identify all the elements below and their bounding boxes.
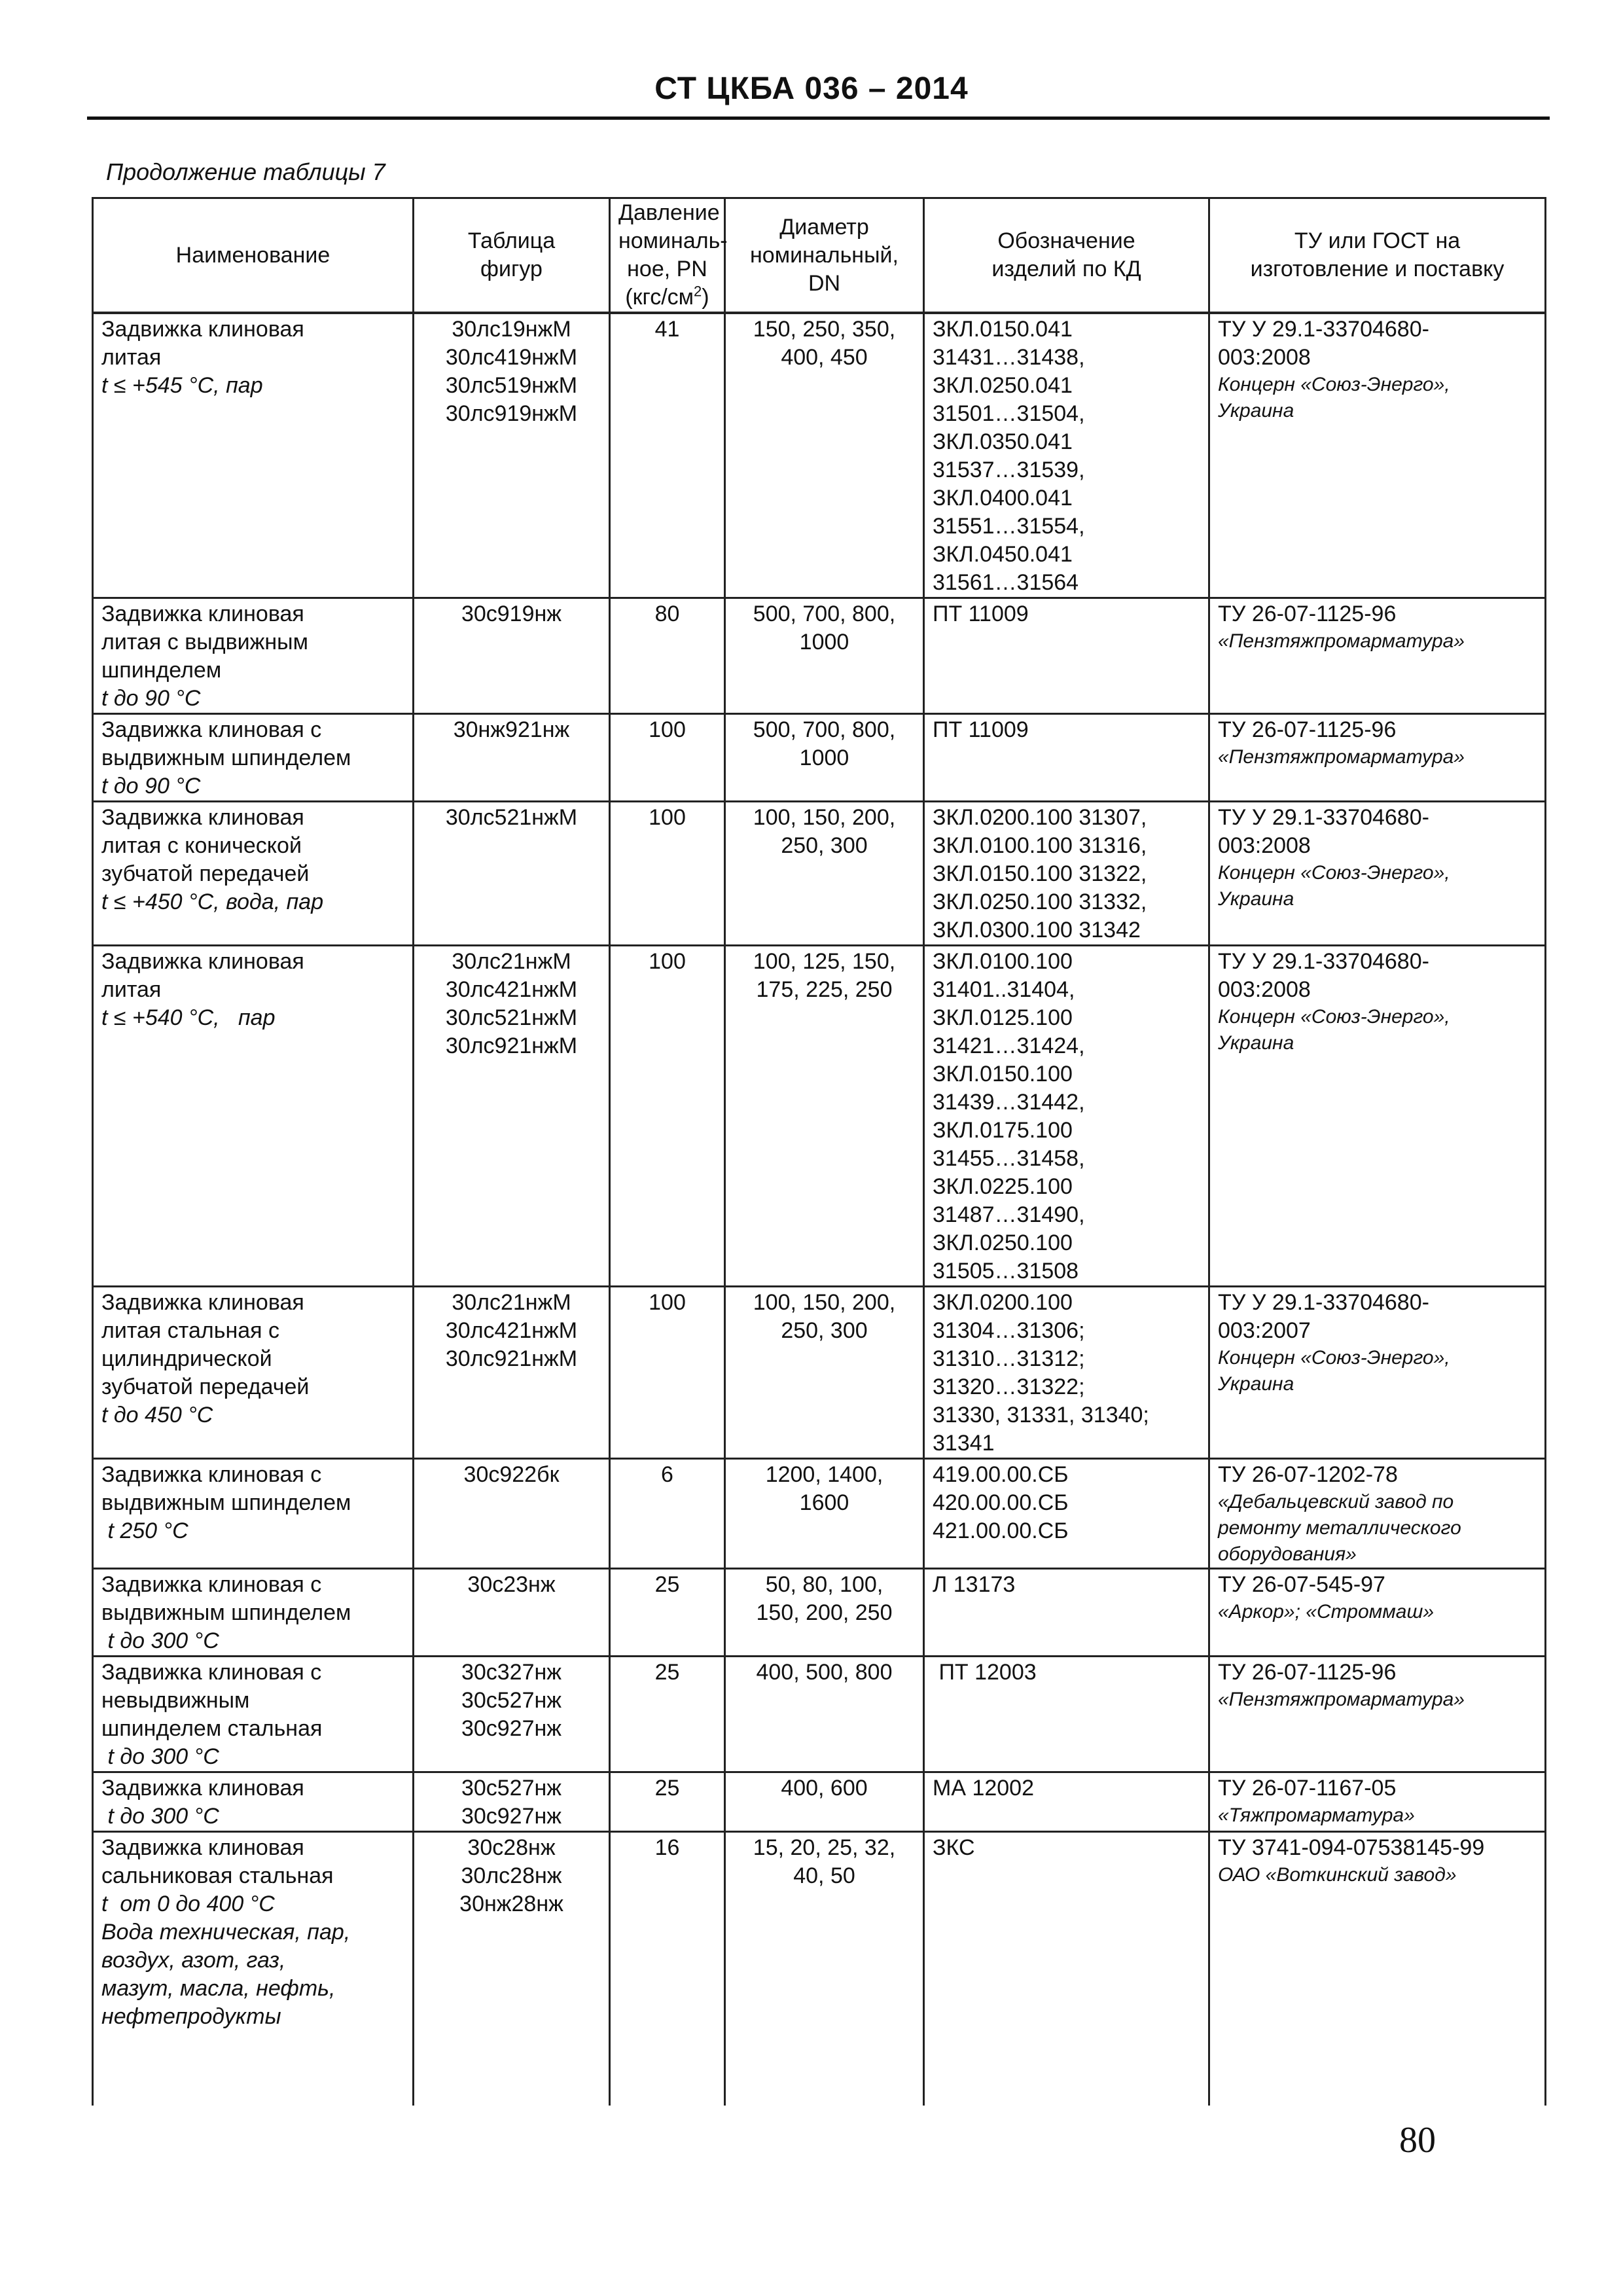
cell-figures [414, 1832, 610, 2106]
figure-code: 30лс921нжМ [445, 1346, 578, 1371]
pressure-value: 25 [654, 1660, 680, 1685]
table-header-row [93, 198, 1546, 314]
diameter-line: 500, 700, 800, [753, 601, 896, 626]
figure-code: 30лс521нжМ [445, 1005, 578, 1030]
standard-line: ТУ 26-07-1167-05 [1218, 1776, 1397, 1801]
column-header-line: номинальный, [750, 242, 899, 268]
cell-name [93, 1832, 414, 2106]
cell-diameter [725, 714, 924, 802]
cell-diameter [725, 802, 924, 946]
cell-standard [1209, 802, 1546, 946]
page-number: 80 [1399, 2120, 1436, 2161]
manufacturer-line: «Пензтяжпромарматура» [1218, 630, 1465, 652]
cell-name [93, 313, 414, 598]
designation-line: ЗКЛ.0350.041 [933, 429, 1073, 454]
designation-line: ЗКЛ.0150.100 31322, [933, 861, 1147, 886]
cell-pressure [610, 1657, 725, 1772]
figure-code: 30лс421нжМ [445, 977, 578, 1002]
pressure-value: 25 [654, 1572, 680, 1597]
cell-figures [414, 714, 610, 802]
designation-line: ЗКЛ.0250.100 [933, 1230, 1073, 1255]
cell-name [93, 1772, 414, 1832]
valve-name-line: зубчатой передачей [101, 861, 310, 886]
cell-standard [1209, 1832, 1546, 2106]
standard-line: ТУ 26-07-1125-96 [1218, 1660, 1397, 1685]
table-row [93, 714, 1546, 802]
diameter-line: 150, 200, 250 [756, 1600, 893, 1625]
figure-code: 30лс21нжМ [452, 1290, 571, 1315]
spec-table [92, 197, 1546, 2106]
valve-name-line: выдвижным шпинделем [101, 1490, 351, 1515]
manufacturer-line: Украина [1218, 400, 1294, 422]
designation-line: ЗКЛ.0450.041 [933, 542, 1073, 567]
cell-pressure [610, 1459, 725, 1569]
designation-line: 421.00.00.СБ [933, 1518, 1069, 1543]
column-header-line: Давление [618, 200, 720, 225]
designation-line: 31551…31554, [933, 514, 1085, 539]
diameter-line: 1000 [799, 630, 849, 655]
cell-designation [924, 1569, 1209, 1657]
spec-table-container [92, 197, 1544, 2106]
designation-line: ЗКЛ.0400.041 [933, 486, 1073, 511]
diameter-line: 100, 125, 150, [753, 949, 896, 974]
designation-line: ЗКЛ.0200.100 31307, [933, 805, 1147, 830]
figure-code: 30лс19нжМ [452, 317, 571, 342]
cell-designation [924, 1832, 1209, 2106]
cell-figures [414, 946, 610, 1287]
figure-code: 30лс521нжМ [445, 805, 578, 830]
cell-pressure [610, 1569, 725, 1657]
manufacturer-line: Украина [1218, 888, 1294, 910]
valve-name-line: литая с выдвижным [101, 630, 308, 655]
valve-conditions-line: t от 0 до 400 °C [101, 1892, 275, 1916]
designation-line: 31421…31424, [933, 1033, 1085, 1058]
diameter-line: 250, 300 [781, 833, 868, 858]
pressure-unit-text: (кгс/см [625, 285, 694, 310]
cell-diameter [725, 946, 924, 1287]
standard-line: 003:2008 [1218, 833, 1311, 858]
figure-code: 30нж28нж [459, 1892, 563, 1916]
cell-pressure [610, 598, 725, 714]
valve-name-line: Задвижка клиновая [101, 601, 304, 626]
table-body [93, 313, 1546, 2106]
manufacturer-line: «Аркор»; «Строммаш» [1218, 1601, 1435, 1623]
manufacturer-line: «Пензтяжпромарматура» [1218, 1689, 1465, 1710]
figure-code: 30с527нж [461, 1776, 562, 1801]
cell-figures [414, 1287, 610, 1459]
column-header-figures [414, 198, 610, 314]
cell-figures [414, 1657, 610, 1772]
figure-code: 30нж921нж [453, 717, 570, 742]
valve-name-line: литая стальная с [101, 1318, 279, 1343]
valve-name-line: Задвижка клиновая [101, 317, 304, 342]
figure-code: 30с28нж [467, 1835, 556, 1860]
valve-conditions-line: t до 300 °C [101, 1744, 219, 1769]
designation-line: ПТ 11009 [933, 601, 1029, 626]
diameter-line: 1200, 1400, [765, 1462, 883, 1487]
table-row [93, 1287, 1546, 1459]
cell-standard [1209, 1569, 1546, 1657]
cell-pressure [610, 1832, 725, 2106]
figure-code: 30с927нж [461, 1804, 562, 1829]
valve-conditions-line: t до 300 °C [101, 1628, 219, 1653]
cell-figures [414, 1772, 610, 1832]
cell-standard [1209, 1459, 1546, 1569]
manufacturer-line: оборудования» [1218, 1543, 1357, 1565]
designation-line: 419.00.00.СБ [933, 1462, 1069, 1487]
valve-conditions-line: t до 450 °C [101, 1403, 213, 1427]
designation-line: ЗКЛ.0300.100 31342 [933, 918, 1141, 942]
figure-code: 30с527нж [461, 1688, 562, 1713]
valve-name-line: шпинделем [101, 658, 222, 683]
cell-standard [1209, 313, 1546, 598]
figure-code: 30лс21нжМ [452, 949, 571, 974]
column-header-line: номиналь- [618, 228, 728, 253]
cell-designation [924, 802, 1209, 946]
designation-line: 31455…31458, [933, 1146, 1085, 1171]
pressure-value: 100 [649, 805, 686, 830]
designation-line: 31341 [933, 1431, 995, 1456]
designation-line: ЗКЛ.0175.100 [933, 1118, 1073, 1143]
cell-pressure [610, 313, 725, 598]
diameter-line: 400, 600 [781, 1776, 868, 1801]
designation-line: МА 12002 [933, 1776, 1034, 1801]
cell-designation [924, 714, 1209, 802]
cell-diameter [725, 1772, 924, 1832]
valve-conditions-line: t ≤ +450 °C, вода, пар [101, 889, 324, 914]
column-header-line: Диаметр [779, 214, 869, 240]
valve-name-line: сальниковая стальная [101, 1863, 334, 1888]
cell-figures [414, 598, 610, 714]
cell-diameter [725, 1287, 924, 1459]
cell-figures [414, 802, 610, 946]
designation-line: 31401..31404, [933, 977, 1075, 1002]
valve-conditions-line: воздух, азот, газ, [101, 1948, 286, 1973]
column-header-diameter [725, 198, 924, 314]
table-row [93, 946, 1546, 1287]
diameter-line: 40, 50 [793, 1863, 855, 1888]
cell-standard [1209, 1657, 1546, 1772]
valve-name-line: Задвижка клиновая с [101, 1660, 322, 1685]
valve-conditions-line: t до 90 °C [101, 686, 201, 711]
valve-conditions-line: нефтепродукты [101, 2004, 281, 2029]
valve-conditions-line: t ≤ +540 °C, пар [101, 1005, 276, 1030]
valve-conditions-line: t 250 °C [101, 1518, 188, 1543]
cell-pressure [610, 946, 725, 1287]
valve-name-line: зубчатой передачей [101, 1374, 310, 1399]
diameter-line: 50, 80, 100, [765, 1572, 883, 1597]
standard-line: 003:2008 [1218, 977, 1311, 1002]
cell-figures [414, 1569, 610, 1657]
cell-diameter [725, 1832, 924, 2106]
cell-pressure [610, 802, 725, 946]
cell-standard [1209, 598, 1546, 714]
designation-line: 31537…31539, [933, 457, 1085, 482]
designation-line: ЗКЛ.0100.100 31316, [933, 833, 1147, 858]
manufacturer-line: «Пензтяжпромарматура» [1218, 746, 1465, 768]
manufacturer-line: Концерн «Союз-Энерго», [1218, 1006, 1450, 1028]
designation-line: 31487…31490, [933, 1202, 1085, 1227]
standard-line: ТУ У 29.1-33704680- [1218, 949, 1429, 974]
designation-line: ЗКЛ.0125.100 [933, 1005, 1073, 1030]
pressure-value: 80 [654, 601, 680, 626]
cell-designation [924, 313, 1209, 598]
figure-code: 30с23нж [467, 1572, 556, 1597]
diameter-line: 150, 250, 350, [753, 317, 896, 342]
standard-line: ТУ 26-07-545-97 [1218, 1572, 1385, 1597]
diameter-line: 175, 225, 250 [756, 977, 893, 1002]
cell-standard [1209, 946, 1546, 1287]
manufacturer-line: Концерн «Союз-Энерго», [1218, 862, 1450, 884]
designation-line: ЗКЛ.0100.100 [933, 949, 1073, 974]
cell-diameter [725, 1657, 924, 1772]
standard-line: ТУ У 29.1-33704680- [1218, 1290, 1429, 1315]
pressure-unit [618, 283, 716, 312]
cell-name [93, 1569, 414, 1657]
pressure-value: 25 [654, 1776, 680, 1801]
cell-figures [414, 313, 610, 598]
figure-code: 30с922бк [463, 1462, 560, 1487]
table-row [93, 1459, 1546, 1569]
pressure-value: 16 [654, 1835, 680, 1860]
cell-designation [924, 1459, 1209, 1569]
diameter-line: 250, 300 [781, 1318, 868, 1343]
valve-conditions-line: t до 90 °C [101, 774, 201, 798]
table-row [93, 1657, 1546, 1772]
manufacturer-line: «Тяжпромарматура» [1218, 1804, 1415, 1826]
cell-standard [1209, 1772, 1546, 1832]
valve-name-line: Задвижка клиновая с [101, 1572, 322, 1597]
column-header-line: DN [808, 270, 841, 296]
figure-code: 30лс421нжМ [445, 1318, 578, 1343]
manufacturer-line: Украина [1218, 1373, 1294, 1395]
cell-name [93, 714, 414, 802]
designation-line: ЗКЛ.0250.041 [933, 373, 1073, 398]
valve-name-line: Задвижка клиновая [101, 1290, 304, 1315]
cell-designation [924, 1772, 1209, 1832]
designation-line: Л 13173 [933, 1572, 1016, 1597]
column-header-line: Обозначение [997, 228, 1135, 253]
cell-diameter [725, 313, 924, 598]
designation-line: ЗКЛ.0150.100 [933, 1062, 1073, 1086]
designation-line: ЗКС [933, 1835, 975, 1860]
standard-line: ТУ 26-07-1202-78 [1218, 1462, 1398, 1487]
manufacturer-line: Концерн «Союз-Энерго», [1218, 374, 1450, 395]
cell-name [93, 1657, 414, 1772]
cell-name [93, 598, 414, 714]
table-row [93, 313, 1546, 598]
figure-code: 30лс519нжМ [445, 373, 578, 398]
valve-name-line: выдвижным шпинделем [101, 1600, 351, 1625]
cell-standard [1209, 714, 1546, 802]
cell-name [93, 1287, 414, 1459]
figure-code: 30с919нж [461, 601, 562, 626]
column-header-standard [1209, 198, 1546, 314]
diameter-line: 100, 150, 200, [753, 805, 896, 830]
diameter-line: 400, 500, 800 [756, 1660, 893, 1685]
cell-name [93, 1459, 414, 1569]
standard-line: ТУ 26-07-1125-96 [1218, 601, 1397, 626]
valve-conditions-line: t до 300 °C [101, 1804, 219, 1829]
column-header-pressure [610, 198, 728, 314]
cell-standard [1209, 1287, 1546, 1459]
cell-pressure [610, 1287, 725, 1459]
valve-conditions-line: мазут, масла, нефть, [101, 1976, 336, 2001]
column-header-name [93, 198, 414, 314]
diameter-line: 400, 450 [781, 345, 868, 370]
valve-name-line: Задвижка клиновая [101, 1835, 304, 1860]
valve-name-line: невыдвижным [101, 1688, 250, 1713]
figure-code: 30с327нж [461, 1660, 562, 1685]
valve-conditions-line: Вода техническая, пар, [101, 1920, 351, 1945]
designation-line: ЗКЛ.0250.100 31332, [933, 889, 1147, 914]
cell-designation [924, 1287, 1209, 1459]
diameter-line: 1000 [799, 745, 849, 770]
manufacturer-line: ОАО «Воткинский завод» [1218, 1864, 1457, 1886]
pressure-value: 100 [649, 1290, 686, 1315]
diameter-line: 1600 [799, 1490, 849, 1515]
cell-diameter [725, 1569, 924, 1657]
pressure-value: 6 [661, 1462, 673, 1487]
column-header-line: изготовление и поставку [1250, 257, 1505, 281]
designation-line: ЗКЛ.0200.100 [933, 1290, 1073, 1315]
cell-pressure [610, 714, 725, 802]
standard-line: 003:2007 [1218, 1318, 1311, 1343]
valve-name-line: Задвижка клиновая [101, 805, 304, 830]
valve-name-line: шпинделем стальная [101, 1716, 323, 1741]
valve-name-line: Задвижка клиновая с [101, 717, 322, 742]
manufacturer-line: ремонту металлического [1218, 1517, 1461, 1539]
column-header-line: изделий по КД [991, 257, 1141, 281]
designation-line: 31431…31438, [933, 345, 1085, 370]
cell-designation [924, 946, 1209, 1287]
document-header-title: СТ ЦКБА 036 – 2014 [654, 71, 969, 106]
pressure-value: 41 [654, 317, 680, 342]
standard-line: 003:2008 [1218, 345, 1311, 370]
manufacturer-line: Украина [1218, 1032, 1294, 1054]
figure-code: 30лс28нж [461, 1863, 562, 1888]
standard-line: ТУ 3741-094-07538145-99 [1218, 1835, 1485, 1860]
valve-name-line: литая [101, 345, 162, 370]
pressure-value: 100 [649, 717, 686, 742]
figure-code: 30с927нж [461, 1716, 562, 1741]
cell-name [93, 946, 414, 1287]
column-header-line: Наименование [175, 242, 330, 268]
figure-code: 30лс419нжМ [445, 345, 578, 370]
valve-name-line: литая с конической [101, 833, 302, 858]
designation-line: 31505…31508 [933, 1259, 1079, 1283]
designation-line: 31501…31504, [933, 401, 1085, 426]
table-caption: Продолжение таблицы 7 [106, 158, 385, 185]
table-row [93, 598, 1546, 714]
header-rule [87, 117, 1550, 120]
table-row [93, 1569, 1546, 1657]
designation-line: 420.00.00.СБ [933, 1490, 1069, 1515]
cell-diameter [725, 598, 924, 714]
diameter-line: 100, 150, 200, [753, 1290, 896, 1315]
valve-name-line: выдвижным шпинделем [101, 745, 351, 770]
cell-designation [924, 1657, 1209, 1772]
valve-conditions-line: t ≤ +545 °C, пар [101, 373, 263, 398]
table-row [93, 1772, 1546, 1832]
manufacturer-line: «Дебальцевский завод по [1218, 1491, 1454, 1513]
designation-line: 31320…31322; [933, 1374, 1085, 1399]
valve-name-line: Задвижка клиновая с [101, 1462, 322, 1487]
pressure-value: 100 [649, 949, 686, 974]
designation-line: 31310…31312; [933, 1346, 1085, 1371]
pressure-unit-exponent: 2 [694, 283, 702, 300]
designation-line: 31304…31306; [933, 1318, 1085, 1343]
designation-line: 31561…31564 [933, 570, 1079, 595]
column-header-line: ное, PN [627, 257, 707, 281]
designation-line: 31439…31442, [933, 1090, 1085, 1115]
valve-name-line: Задвижка клиновая [101, 1776, 304, 1801]
designation-line: ПТ 11009 [933, 717, 1029, 742]
cell-diameter [725, 1459, 924, 1569]
cell-designation [924, 598, 1209, 714]
pressure-unit-close: ) [702, 285, 709, 310]
standard-line: ТУ У 29.1-33704680- [1218, 317, 1429, 342]
designation-line: 31330, 31331, 31340; [933, 1403, 1149, 1427]
table-row [93, 1832, 1546, 2106]
column-header-designation [924, 198, 1209, 314]
designation-line: ЗКЛ.0225.100 [933, 1174, 1073, 1199]
cell-pressure [610, 1772, 725, 1832]
designation-line: ЗКЛ.0150.041 [933, 317, 1073, 342]
cell-figures [414, 1459, 610, 1569]
manufacturer-line: Концерн «Союз-Энерго», [1218, 1347, 1450, 1369]
figure-code: 30лс919нжМ [445, 401, 578, 426]
standard-line: ТУ У 29.1-33704680- [1218, 805, 1429, 830]
figure-code: 30лс921нжМ [445, 1033, 578, 1058]
valve-name-line: Задвижка клиновая [101, 949, 304, 974]
column-header-line: Таблица [467, 228, 556, 253]
standard-line: ТУ 26-07-1125-96 [1218, 717, 1397, 742]
valve-name-line: литая [101, 977, 162, 1002]
column-header-line: фигур [480, 257, 543, 281]
valve-name-line: цилиндрической [101, 1346, 272, 1371]
diameter-line: 15, 20, 25, 32, [753, 1835, 896, 1860]
table-row [93, 802, 1546, 946]
diameter-line: 500, 700, 800, [753, 717, 896, 742]
column-header-line: ТУ или ГОСТ на [1294, 228, 1461, 253]
designation-line: ПТ 12003 [933, 1660, 1037, 1685]
cell-name [93, 802, 414, 946]
